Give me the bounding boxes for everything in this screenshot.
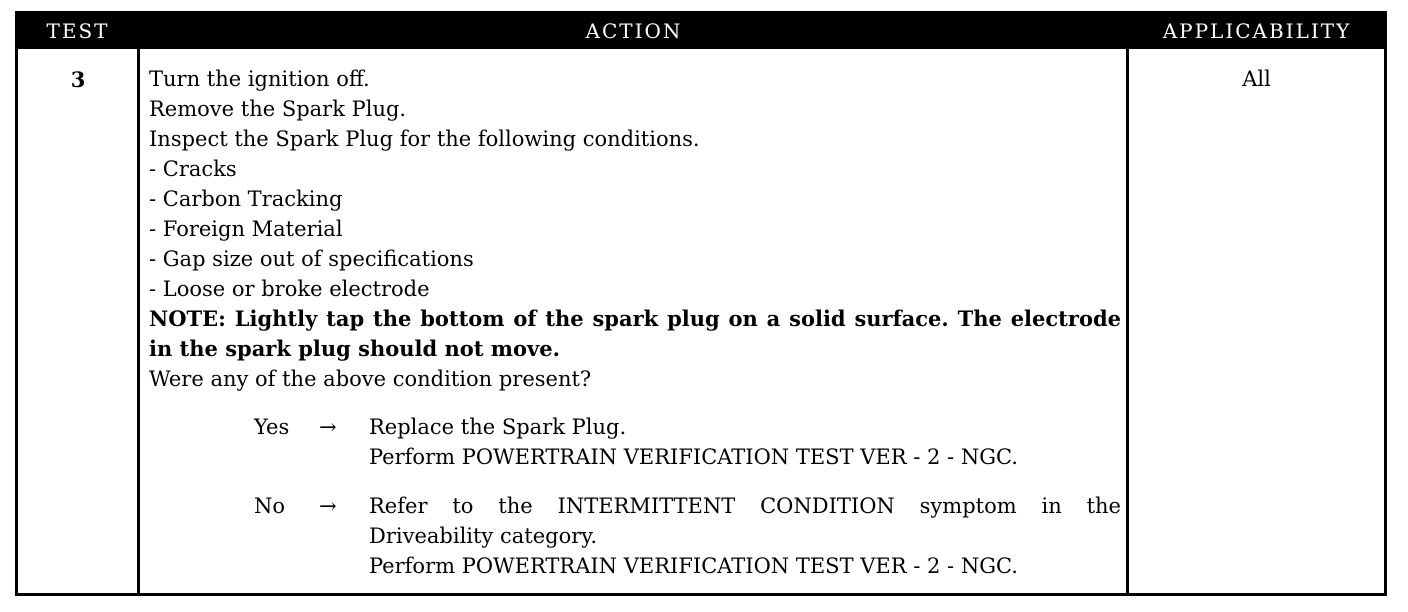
action-cell xyxy=(149,64,1121,581)
condition-item: - Cracks xyxy=(149,157,237,181)
table-header xyxy=(18,14,1384,49)
yes-line: Perform POWERTRAIN VERIFICATION TEST VER - 2 - NGC. xyxy=(369,445,1018,469)
arrow-right-icon: → xyxy=(319,494,337,518)
header-action: ACTION xyxy=(585,19,683,43)
result-no xyxy=(149,491,1121,581)
applicability-value: All xyxy=(1242,67,1271,91)
no-label: No xyxy=(254,494,286,518)
condition-item: - Loose or broke electrode xyxy=(149,277,430,301)
test-number: 3 xyxy=(70,67,86,92)
condition-item: - Carbon Tracking xyxy=(149,187,343,211)
header-applicability: APPLICABILITY xyxy=(1162,19,1352,43)
yes-line: Replace the Spark Plug. xyxy=(369,415,627,439)
no-line: Perform POWERTRAIN VERIFICATION TEST VER - 2 - NGC. xyxy=(369,554,1018,578)
result-yes xyxy=(149,412,1121,472)
diagnostic-table xyxy=(15,11,1387,596)
yes-label: Yes xyxy=(254,415,290,439)
column-divider xyxy=(1126,49,1129,593)
step-line: Turn the ignition off. xyxy=(149,67,370,91)
header-test: TEST xyxy=(46,19,110,43)
arrow-right-icon: → xyxy=(319,415,337,439)
condition-item: - Gap size out of specifications xyxy=(149,247,474,271)
no-line: Refer to the INTERMITTENT CONDITION symptom in the xyxy=(369,494,1121,518)
condition-item: - Foreign Material xyxy=(149,217,343,241)
step-line: Remove the Spark Plug. xyxy=(149,97,407,121)
note-text: NOTE: Lightly tap the bottom of the spark plug on a solid surface. The electrode in the spark plug should not move. xyxy=(149,306,1121,361)
column-divider xyxy=(137,49,140,593)
step-line: Inspect the Spark Plug for the following conditions. xyxy=(149,127,700,151)
question-text: Were any of the above condition present? xyxy=(149,367,592,391)
no-line: Driveability category. xyxy=(369,524,597,548)
